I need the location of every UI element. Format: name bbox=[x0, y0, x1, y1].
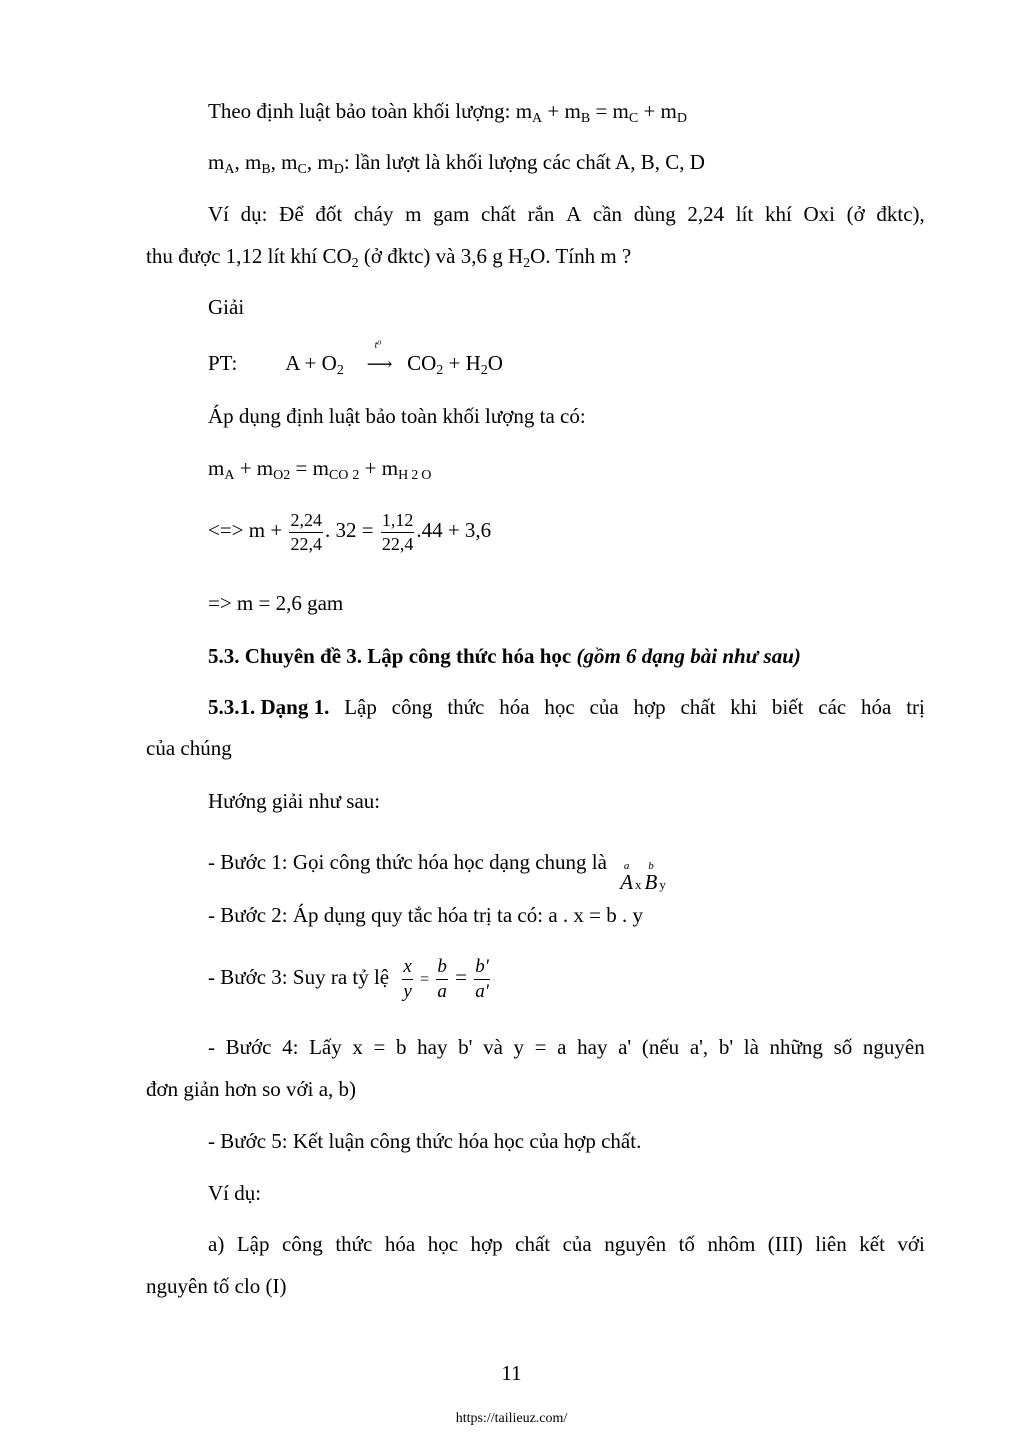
word: của bbox=[589, 695, 619, 719]
word: Lập bbox=[236, 1232, 270, 1256]
word: - bbox=[208, 1035, 215, 1059]
word: 4: bbox=[282, 1035, 299, 1059]
word: công bbox=[391, 695, 433, 719]
word: b bbox=[396, 1035, 407, 1059]
word: rắn bbox=[527, 202, 555, 226]
word: số bbox=[833, 1035, 853, 1059]
word: Lập bbox=[344, 695, 377, 719]
text-line: nguyên tố clo (I) bbox=[146, 1274, 287, 1298]
text-line: thu được 1,12 lít khí $CO_2$ (ở đktc) và 3,6 g $H_2O$. Tính m ? bbox=[146, 244, 632, 271]
word: = bbox=[373, 1035, 386, 1059]
equation-line: <=> m + $\frac{2,24}{22,4}$ . 32 = $\frac{1,12}{22,4}$ .44 + 3,6 bbox=[208, 510, 492, 554]
word: biết bbox=[771, 695, 804, 719]
word: a) bbox=[208, 1232, 225, 1256]
word: gam bbox=[433, 202, 470, 226]
word: với bbox=[897, 1232, 925, 1256]
fraction: $\frac{b}{a}$ bbox=[437, 956, 447, 1002]
word: hợp bbox=[470, 1232, 503, 1256]
text-line: Ví dụ: bbox=[208, 1181, 262, 1205]
word: x bbox=[352, 1035, 363, 1059]
text-line: Theo định luật bảo toàn khối lượng: $m_A + m_B = m_C + m_D$ bbox=[208, 99, 688, 126]
word: đốt bbox=[315, 202, 343, 226]
subsection-label: 5.3.1. Dạng 1. bbox=[208, 695, 330, 719]
word: Để bbox=[279, 202, 304, 226]
section-heading: 5.3. Chuyên đề 3. Lập công thức hóa học (gồm 6 dạng bài như sau) bbox=[208, 644, 801, 668]
word: công bbox=[281, 1232, 323, 1256]
word: (III) bbox=[767, 1232, 803, 1256]
word: tố bbox=[678, 1232, 695, 1256]
word: khi bbox=[730, 695, 758, 719]
equation-line: PT: $A + O_2$ t⁰ ⟶ $CO_2 + H_2O$ bbox=[208, 340, 503, 378]
word: y bbox=[513, 1035, 525, 1059]
word: và bbox=[483, 1035, 503, 1059]
word: nhôm bbox=[707, 1232, 756, 1256]
fraction: $\frac{x}{y}$ bbox=[403, 956, 412, 1002]
word: hóa bbox=[861, 695, 892, 719]
text-line: đơn giản hơn so với a, b) bbox=[146, 1077, 357, 1101]
word: Lấy bbox=[309, 1035, 342, 1059]
word: kết bbox=[859, 1232, 885, 1256]
text-line: => m = 2,6 gam bbox=[208, 591, 344, 615]
word: học bbox=[427, 1232, 459, 1256]
word: A bbox=[566, 202, 582, 226]
word: hóa bbox=[384, 1232, 416, 1256]
text-line: Giải bbox=[208, 295, 245, 319]
text-line: Hướng giải như sau: bbox=[208, 789, 381, 813]
word: các bbox=[818, 695, 847, 719]
word: học bbox=[544, 695, 575, 719]
word: b' bbox=[718, 1035, 734, 1059]
page-number: 11 bbox=[501, 1361, 522, 1385]
word: dụ: bbox=[240, 202, 268, 226]
word: liên bbox=[815, 1232, 847, 1256]
text-line: $m_A$, $m_B$, $m_C$, $m_D$: lần lượt là khối lượng các chất A, B, C, D bbox=[208, 150, 705, 177]
justified-line bbox=[208, 202, 925, 227]
word: thức bbox=[335, 1232, 373, 1256]
subsection-heading bbox=[208, 695, 925, 720]
step-line: - Bước 3: Suy ra tỷ lệ $\frac{x}{y}$ = $\frac{b}{a}$ = $\frac{b'}{a'}$ bbox=[208, 956, 489, 1002]
word: những bbox=[769, 1035, 823, 1059]
word: a' bbox=[618, 1035, 632, 1059]
word: m bbox=[405, 202, 422, 226]
step-line: - Bước 5: Kết luận công thức hóa học của hợp chất. bbox=[208, 1129, 642, 1153]
word: chất bbox=[680, 695, 716, 719]
word: hóa bbox=[499, 695, 530, 719]
word: nguyên bbox=[862, 1035, 925, 1059]
footer-url[interactable]: https://tailieuz.com/ bbox=[455, 1411, 568, 1426]
word: cần bbox=[592, 202, 623, 226]
word: nguyên bbox=[604, 1232, 667, 1256]
word: đktc), bbox=[876, 202, 925, 226]
word: Bước bbox=[225, 1035, 272, 1059]
justified-line bbox=[208, 1035, 925, 1060]
word: của bbox=[562, 1232, 592, 1256]
step-line: - Bước 1: Gọi công thức hóa học dạng chung là a A x b B y bbox=[208, 850, 669, 893]
word: là bbox=[743, 1035, 759, 1059]
text-line: Áp dụng định luật bảo toàn khối lượng ta có: bbox=[208, 404, 586, 428]
word: Oxi bbox=[803, 202, 835, 226]
word: dùng bbox=[633, 202, 676, 226]
word: (ở bbox=[846, 202, 865, 226]
word: chất bbox=[515, 1232, 551, 1256]
word: Ví bbox=[208, 202, 229, 226]
word: = bbox=[534, 1035, 547, 1059]
word: a bbox=[557, 1035, 567, 1059]
equation-line: $m_A + m_{O2} = m_{CO}$ $_2 + m_H$ $_2$ $_O$ bbox=[208, 456, 432, 483]
step-line: - Bước 2: Áp dụng quy tắc hóa trị ta có: a . x = b . y bbox=[208, 903, 643, 927]
word: cháy bbox=[353, 202, 394, 226]
word: lít bbox=[735, 202, 754, 226]
fraction: $\frac{2,24}{22,4}$ bbox=[290, 510, 322, 554]
fraction: $\frac{b'}{a'}$ bbox=[475, 956, 489, 1002]
word: (nếu bbox=[641, 1035, 680, 1059]
word: hay bbox=[577, 1035, 608, 1059]
word: 2,24 bbox=[687, 202, 725, 226]
text-line: của chúng bbox=[146, 736, 232, 760]
general-formula: a A x b B y bbox=[620, 860, 666, 894]
word: thức bbox=[447, 695, 485, 719]
word: hợp bbox=[633, 695, 666, 719]
word: khí bbox=[764, 202, 792, 226]
fraction: $\frac{1,12}{22,4}$ bbox=[381, 510, 414, 554]
word: hay bbox=[417, 1035, 448, 1059]
word: chất bbox=[480, 202, 516, 226]
justified-line bbox=[208, 1232, 925, 1257]
word: b' bbox=[458, 1035, 473, 1059]
word: a', bbox=[689, 1035, 709, 1059]
reaction-arrow: t⁰ ⟶ bbox=[366, 340, 390, 374]
word: trị bbox=[906, 695, 925, 719]
